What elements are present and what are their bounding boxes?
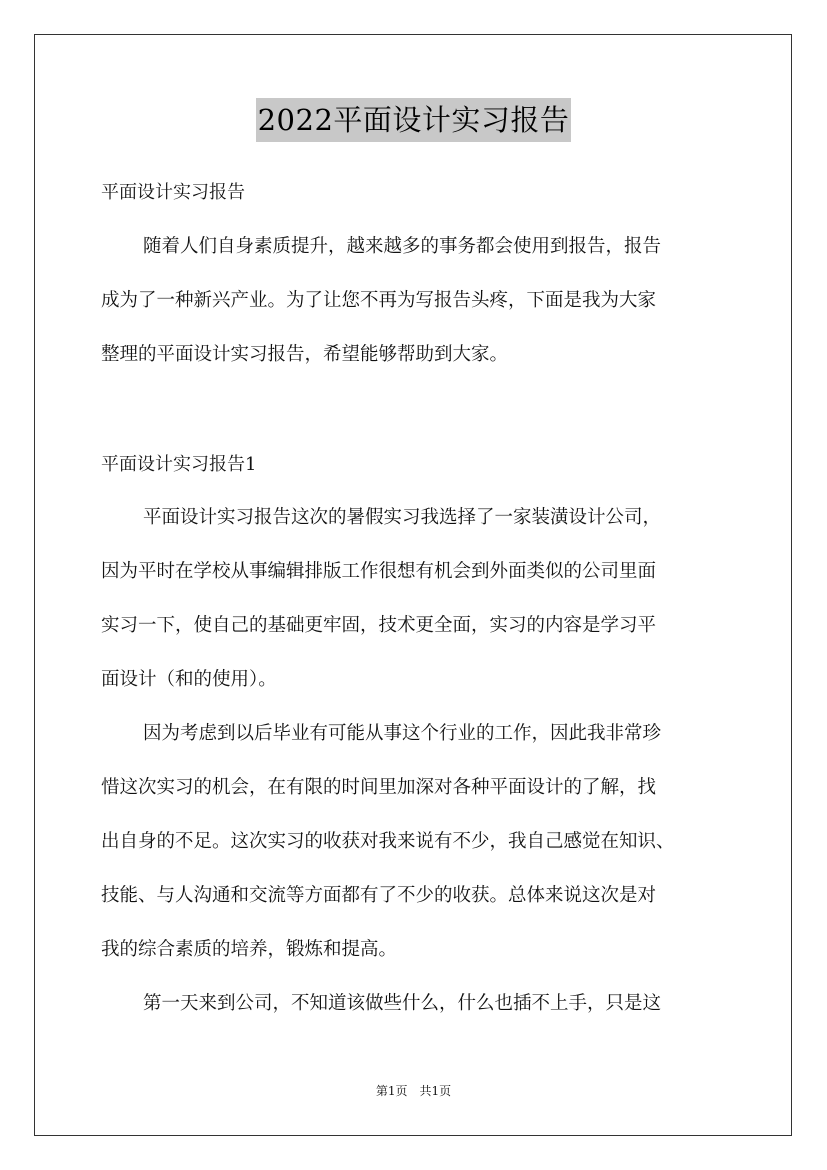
page-total: 共1页 [419, 1084, 452, 1098]
paragraph-line: 我的综合素质的培养，锻炼和提高。 [101, 939, 398, 960]
intro-line: 整理的平面设计实习报告，希望能够帮助到大家。 [101, 344, 509, 365]
paragraph-line: 实习一下，使自己的基础更牢固，技术更全面，实习的内容是学习平 [101, 615, 657, 636]
page-footer [0, 1082, 827, 1099]
subtitle: 平面设计实习报告 [101, 182, 245, 203]
title-container [0, 98, 827, 142]
paragraph-line: 技能、与人沟通和交流等方面都有了不少的收获。总体来说这次是对 [101, 885, 657, 906]
paragraph-line: 惜这次实习的机会，在有限的时间里加深对各种平面设计的了解，找 [101, 777, 657, 798]
document-title: 2022平面设计实习报告 [256, 98, 572, 142]
intro-line: 成为了一种新兴产业。为了让您不再为写报告头疼，下面是我为大家 [101, 290, 657, 311]
intro-line: 随着人们自身素质提升，越来越多的事务都会使用到报告，报告 [143, 236, 662, 257]
page-number: 第1页 [375, 1084, 408, 1098]
section-heading: 平面设计实习报告1 [101, 454, 257, 475]
paragraph-line: 因为平时在学校从事编辑排版工作很想有机会到外面类似的公司里面 [101, 561, 657, 582]
paragraph-line: 第一天来到公司，不知道该做些什么，什么也插不上手，只是这 [143, 993, 662, 1014]
paragraph-line: 面设计（和的使用）。 [101, 669, 277, 690]
paragraph-line: 出自身的不足。这次实习的收获对我来说有不少，我自己感觉在知识、 [101, 831, 675, 852]
paragraph-line: 因为考虑到以后毕业有可能从事这个行业的工作，因此我非常珍 [143, 723, 662, 744]
paragraph-line: 平面设计实习报告这次的暑假实习我选择了一家装潢设计公司， [143, 507, 662, 528]
